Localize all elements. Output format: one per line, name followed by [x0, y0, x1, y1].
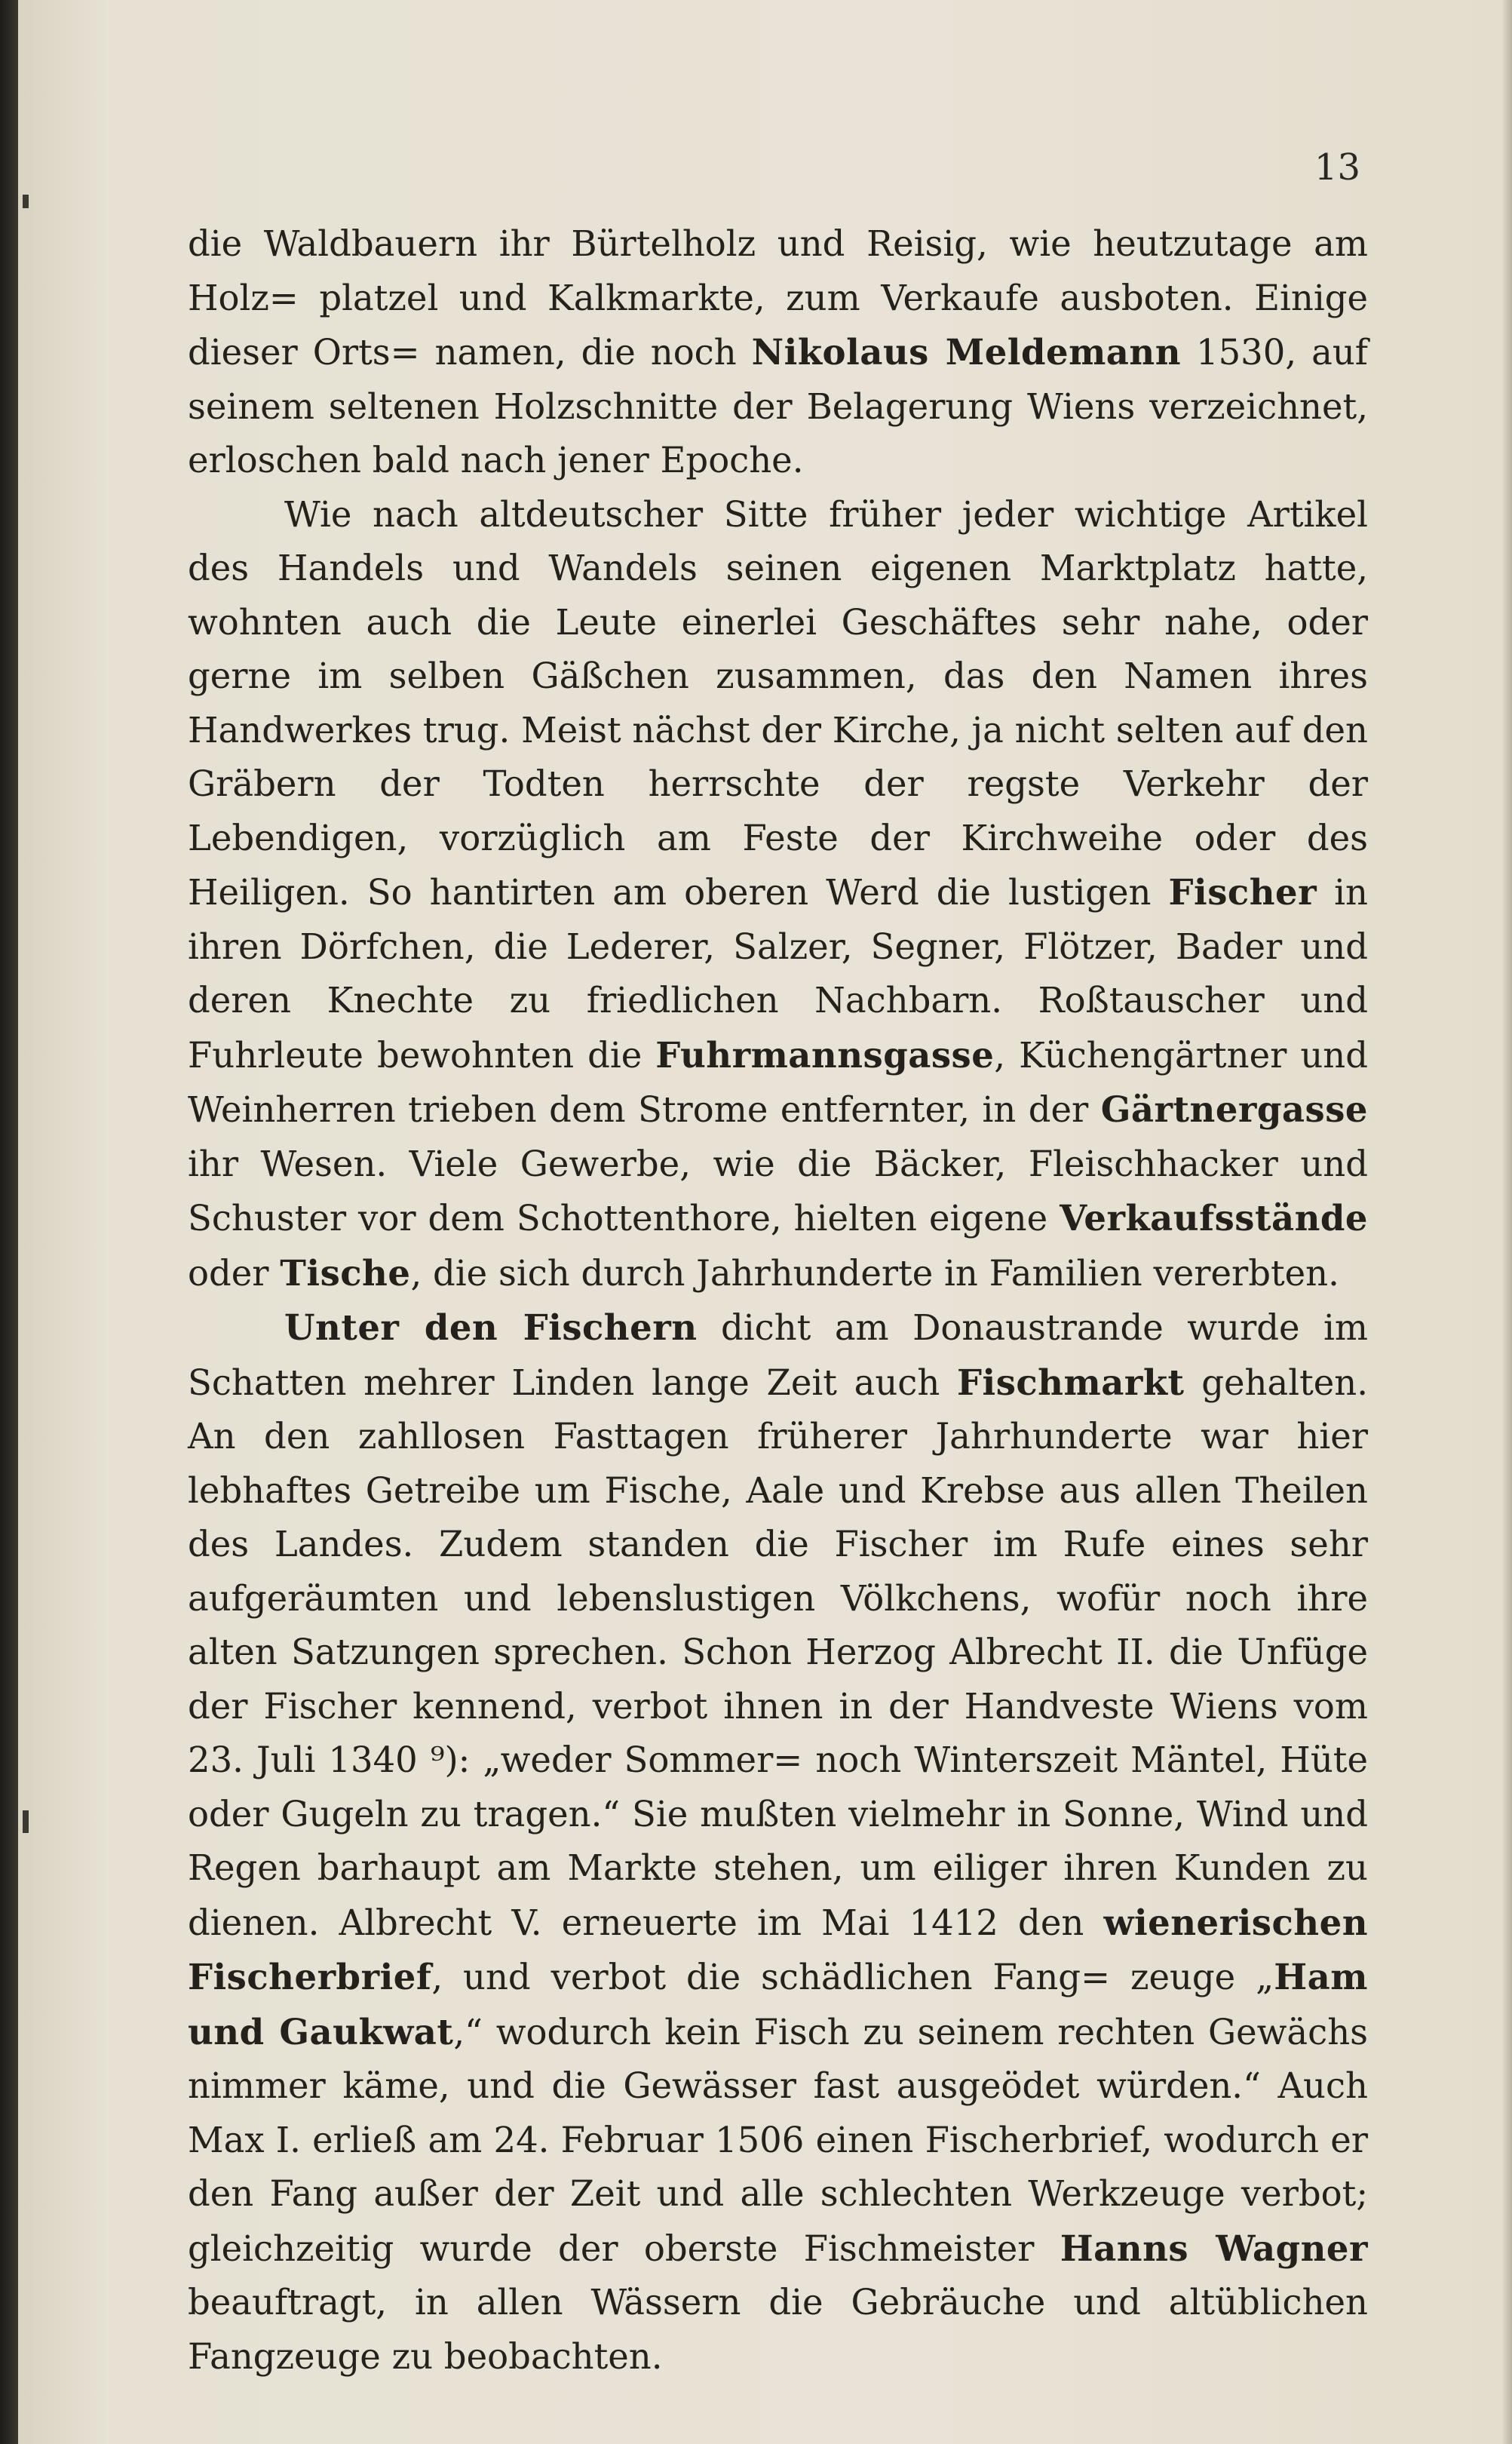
text-run: , die sich durch Jahrhunderte in Familien vererbten.: [410, 1252, 1339, 1294]
paragraph: [188, 1300, 1368, 2384]
text-run: oder: [188, 1252, 281, 1294]
text-run: ihr Wesen. Viele Gewerbe, wie die Bäcker, Fleischhacker und Schuster vor dem Schottenthore, hielten eigene: [188, 1143, 1368, 1239]
text-run: , Küchengärtner und Weinherren trieben dem Strome entfernter, in der: [188, 1034, 1368, 1130]
text-run: Wie nach altdeutscher Sitte früher jeder wichtige Artikel des Handels und Wandels seinen eigenen Marktplatz hatte, wohnten auch die Leute einerlei Geschäftes sehr nahe, oder gerne im selben Gäßchen zusammen, das den Namen ihres Handwerkes trug. Meist nächst der Kirche, ja nicht selten auf den Gräbern der Todten herrschte der regste Verkehr der Lebendigen, vorzüglich am Feste der Kirchweihe oder des Heiligen. So hantirten am oberen Werd die lustigen: [188, 493, 1368, 913]
emphasized-term: Fischer: [1168, 871, 1317, 913]
emphasized-term: Ham und Gaukwat: [188, 1956, 1368, 2053]
text-run: gehalten. An den zahllosen Fasttagen früherer Jahrhunderte war hier lebhaftes Getreibe um Fische, Aale und Krebse aus allen Theilen des Landes. Zudem standen die Fischer im Rufe eines sehr aufgeräumten und lebenslustigen Völkchens, wofür noch ihre alten Satzungen sprechen. Schon Herzog Albrecht II. die Unfüge der Fischer kennend, verbot ihnen in der Handveste Wiens vom 23. Juli 1340 ⁹): „weder Sommer= noch Winterszeit Mäntel, Hüte oder Gugeln zu tragen.“ Sie mußten vielmehr in Sonne, Wind und Regen barhaupt am Markte stehen, um eiliger ihren Kunden zu dienen. Albrecht V. erneuerte im Mai 1412 den: [188, 1362, 1369, 1943]
emphasized-term: Hanns Wagner: [1060, 2227, 1368, 2269]
text-run: , und verbot die schädlichen Fang= zeuge „: [431, 1957, 1274, 1997]
margin-mark: [23, 195, 29, 208]
page-edge-shadow: [1501, 0, 1512, 2444]
emphasized-term: Tische: [280, 1251, 411, 1294]
text-run: 1530, auf seinem seltenen Holzschnitte der Belagerung Wiens verzeichnet, erloschen bald nach jener Epoche.: [188, 332, 1369, 481]
book-page: [18, 0, 1512, 2444]
emphasized-term: Verkaufsstände: [1060, 1197, 1368, 1239]
emphasized-term: Nikolaus Meldemann: [751, 331, 1182, 373]
emphasized-term: Fuhrmannsgasse: [655, 1033, 995, 1076]
page-number: 13: [1314, 146, 1360, 189]
emphasized-term: Gärtnergasse: [1100, 1088, 1368, 1130]
book-binding: [0, 0, 18, 2444]
text-run: dicht am Donaustrande wurde im Schatten mehrer Linden lange Zeit auch: [188, 1307, 1368, 1403]
emphasized-term: Fischmarkt: [957, 1361, 1185, 1403]
text-run: ,“ wodurch kein Fisch zu seinem rechten Gewächs nimmer käme, und die Gewässer fast ausgeödet würden.“ Auch Max I. erließ am 24. Februar 1506 einen Fischerbrief, wodurch er den Fang außer der Zeit und alle schlechten Werkzeuge verbot; gleichzeitig wurde der oberste Fischmeister: [188, 2011, 1368, 2269]
text-run: die Waldbauern ihr Bürtelholz und Reisig, wie heutzutage am Holz= platzel und Kalkmarkte, zum Verkaufe ausboten. Einige dieser Orts= namen, die noch: [188, 223, 1368, 373]
text-run: in ihren Dörfchen, die Lederer, Salzer, Segner, Flötzer, Bader und deren Knechte zu friedlichen Nachbarn. Roßtauscher und Fuhrleute bewohnten die: [188, 872, 1368, 1076]
body-text: [188, 217, 1368, 2384]
paragraph: [188, 217, 1368, 488]
emphasized-term: Unter den Fischern: [284, 1306, 698, 1348]
margin-mark: [23, 1810, 29, 1833]
text-run: beauftragt, in allen Wässern die Gebräuche und altüblichen Fangzeuge zu beobachten.: [188, 2282, 1368, 2377]
emphasized-term: wienerischen Fischerbrief: [188, 1901, 1368, 1997]
paragraph: [188, 488, 1368, 1301]
